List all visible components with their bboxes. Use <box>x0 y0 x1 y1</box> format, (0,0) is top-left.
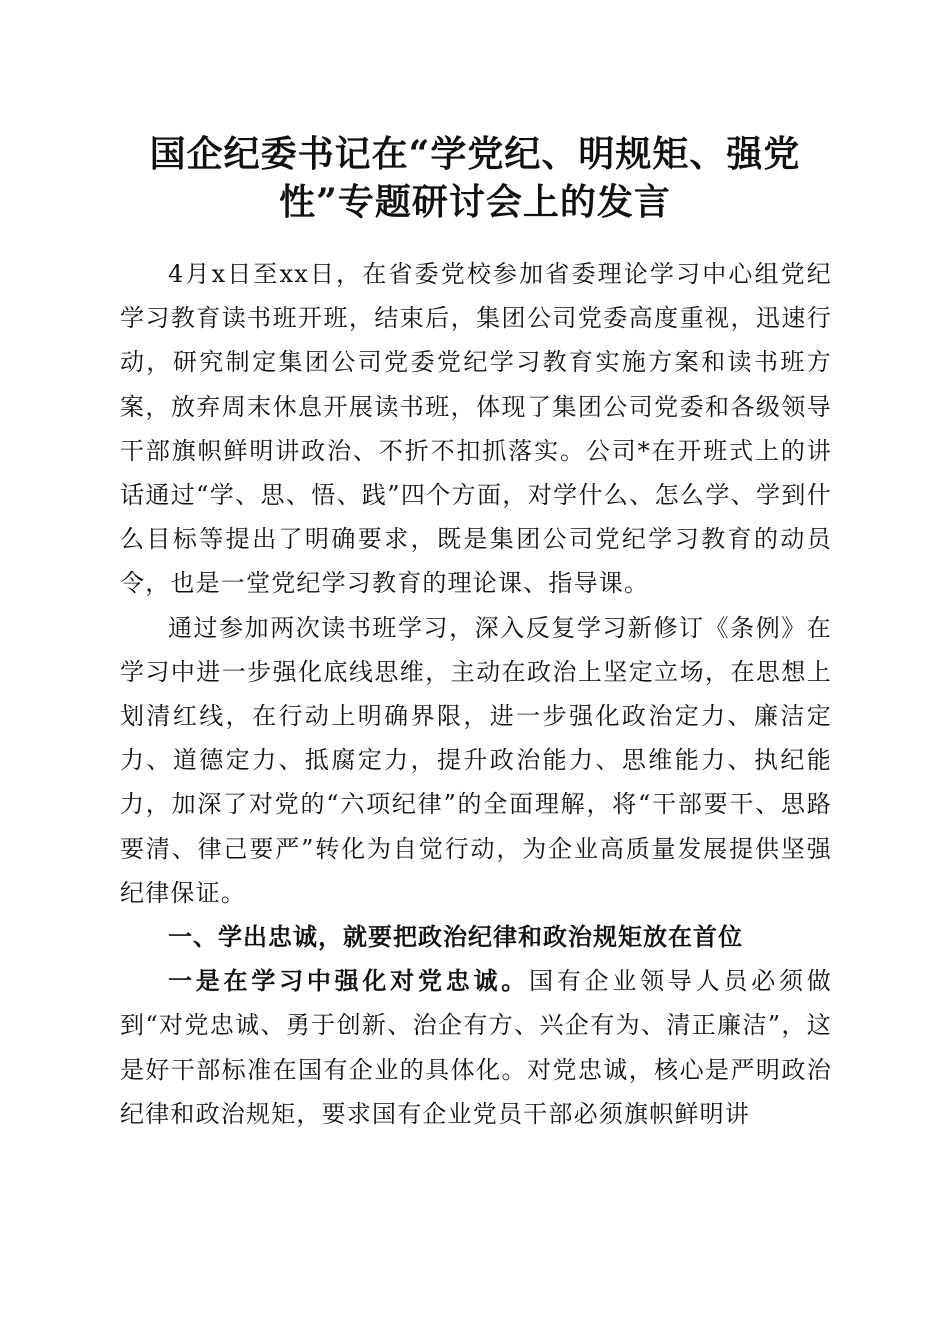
paragraph-1: 4月x日至xx日，在省委党校参加省委理论学习中心组党纪学习教育读书班开班，结束后，集团公司党委高度重视，迅速行动，研究制定集团公司党委党纪学习教育实施方案和读书班方案，放弃周末休息开展读书班，体现了集团公司党委和各级领导干部旗帜鲜明讲政治、不折不扣抓落实。公司*在开班式上的讲话通过“学、思、悟、践”四个方面，对学什么、怎么学、学到什么目标等提出了明确要求，既是集团公司党纪学习教育的动员令，也是一堂党纪学习教育的理论课、指导课。 <box>120 260 832 598</box>
paragraph-2: 通过参加两次读书班学习，深入反复学习新修订《条例》在学习中进一步强化底线思维，主动在政治上坚定立场，在思想上划清红线，在行动上明确界限，进一步强化政治定力、廉洁定力、道德定力、抵腐定力，提升政治能力、思维能力、执纪能力，加深了对党的“六项纪律”的全面理解，将“干部要干、思路要清、律己要严”转化为自觉行动，为企业高质量发展提供坚强纪律保证。 <box>120 613 832 907</box>
section-heading-1: 一、学出忠诚，就要把政治纪律和政治规矩放在首位 <box>168 923 743 952</box>
title-line-1: 国企纪委书记在“学党纪、明规矩、强党 <box>149 133 801 175</box>
paragraph-3-text: 国有企业领导人员必须做到“对党忠诚、勇于创新、治企有方、兴企有为、清正廉洁”，这是好干部标准在国有企业的具体化。对党忠诚，核心是严明政治纪律和政治规矩，要求国有企业党员干部必须旗帜鲜明讲 <box>120 967 832 1128</box>
paragraph-3 <box>120 959 832 1136</box>
paragraph-3-lead: 一是在学习中强化对党忠诚。 <box>168 967 530 996</box>
document-body <box>120 252 832 1136</box>
title-line-2: 性”专题研讨会上的发言 <box>279 181 671 223</box>
document-title <box>120 130 830 226</box>
